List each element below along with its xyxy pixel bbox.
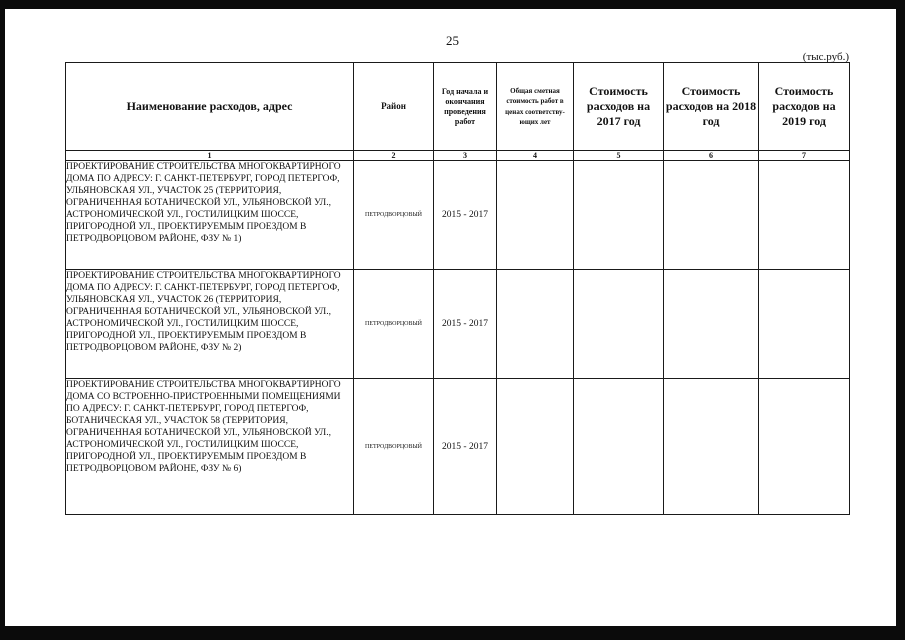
scan-edge-bottom [0, 626, 905, 640]
row-cost-2018 [664, 270, 759, 379]
row-district: ПЕТРОДВОРЦОВЫЙ [354, 379, 434, 515]
expenses-table [65, 62, 850, 515]
row-cost-2017 [574, 379, 664, 515]
row-years: 2015 - 2017 [434, 270, 497, 379]
header-district: Район [354, 63, 434, 151]
page-number: 25 [446, 33, 459, 48]
column-number: 5 [574, 151, 664, 161]
row-cost-2018 [664, 161, 759, 270]
scan-edge-top [0, 0, 905, 9]
row-cost-2019 [759, 270, 850, 379]
row-cost-2019 [759, 379, 850, 515]
header-cost-2018: Стоимость расходов на 2018 год [664, 63, 759, 151]
row-name-address: ПРОЕКТИРОВАНИЕ СТРОИТЕЛЬСТВА МНОГОКВАРТИРНОГО ДОМА ПО АДРЕСУ: Г. САНКТ-ПЕТЕРБУРГ, ГОРОД ПЕТЕРГОФ, УЛЬЯНОВСКАЯ УЛ., УЧАСТОК 25 (ТЕРРИТОРИЯ, ОГРАНИЧЕННАЯ БОТАНИЧЕСКОЙ УЛ., УЛЬЯНОВСКОЙ УЛ., АСТРОНОМИЧЕСКОЙ УЛ., ГОСТИЛИЦКИМ ШОССЕ, ПРИГОРОДНОЙ УЛ., ПРОЕКТИРУЕМЫМ ПРОЕЗДОМ В ПЕТРОДВОРЦОВОМ РАЙОНЕ, ФЗУ № 1) [66, 161, 354, 270]
scan-edge-right [896, 0, 905, 640]
header-estimate: Общая сметная стоимость работ в ценах соответству-ющих лет [497, 63, 574, 151]
row-cost-2019 [759, 161, 850, 270]
header-row [66, 63, 850, 151]
table-header [66, 63, 850, 151]
scan-edge-left [0, 0, 5, 640]
header-cost-2019: Стоимость расходов на 2019 год [759, 63, 850, 151]
row-district: ПЕТРОДВОРЦОВЫЙ [354, 161, 434, 270]
header-name-address: Наименование расходов, адрес [66, 63, 354, 151]
column-number: 7 [759, 151, 850, 161]
row-estimate [497, 270, 574, 379]
row-cost-2017 [574, 161, 664, 270]
table-body [66, 151, 850, 515]
row-name-address: ПРОЕКТИРОВАНИЕ СТРОИТЕЛЬСТВА МНОГОКВАРТИРНОГО ДОМА СО ВСТРОЕННО-ПРИСТРОЕННЫМИ ПОМЕЩЕНИЯМИ ПО АДРЕСУ: Г. САНКТ-ПЕТЕРБУРГ, ГОРОД ПЕТЕРГОФ, БОТАНИЧЕСКАЯ УЛ., УЧАСТОК 58 (ТЕРРИТОРИЯ, ОГРАНИЧЕННАЯ БОТАНИЧЕСКОЙ УЛ., УЛЬЯНОВСКОЙ УЛ., АСТРОНОМИЧЕСКОЙ УЛ., ГОСТИЛИЦКИМ ШОССЕ, ПРИГОРОДНОЙ УЛ., ПРОЕКТИРУЕМЫМ ПРОЕЗДОМ В ПЕТРОДВОРЦОВОМ РАЙОНЕ, ФЗУ № 6) [66, 379, 354, 515]
row-name-address: ПРОЕКТИРОВАНИЕ СТРОИТЕЛЬСТВА МНОГОКВАРТИРНОГО ДОМА ПО АДРЕСУ: Г. САНКТ-ПЕТЕРБУРГ, ГОРОД ПЕТЕРГОФ, УЛЬЯНОВСКАЯ УЛ., УЧАСТОК 26 (ТЕРРИТОРИЯ, ОГРАНИЧЕННАЯ БОТАНИЧЕСКОЙ УЛ., УЛЬЯНОВСКОЙ УЛ., АСТРОНОМИЧЕСКОЙ УЛ., ГОСТИЛИЦКИМ ШОССЕ, ПРИГОРОДНОЙ УЛ., ПРОЕКТИРУЕМЫМ ПРОЕЗДОМ В ПЕТРОДВОРЦОВОМ РАЙОНЕ, ФЗУ № 2) [66, 270, 354, 379]
row-cost-2017 [574, 270, 664, 379]
header-cost-2017: Стоимость расходов на 2017 год [574, 63, 664, 151]
row-cost-2018 [664, 379, 759, 515]
column-number-row [66, 151, 850, 161]
row-years: 2015 - 2017 [434, 379, 497, 515]
row-years: 2015 - 2017 [434, 161, 497, 270]
row-estimate [497, 379, 574, 515]
table-row [66, 270, 850, 379]
column-number: 1 [66, 151, 354, 161]
table-row [66, 379, 850, 515]
units-label: (тыс.руб.) [802, 51, 849, 63]
row-district: ПЕТРОДВОРЦОВЫЙ [354, 270, 434, 379]
column-number: 4 [497, 151, 574, 161]
column-number: 2 [354, 151, 434, 161]
column-number: 6 [664, 151, 759, 161]
column-number: 3 [434, 151, 497, 161]
table-row [66, 161, 850, 270]
row-estimate [497, 161, 574, 270]
header-years: Год начала и окончания проведения работ [434, 63, 497, 151]
